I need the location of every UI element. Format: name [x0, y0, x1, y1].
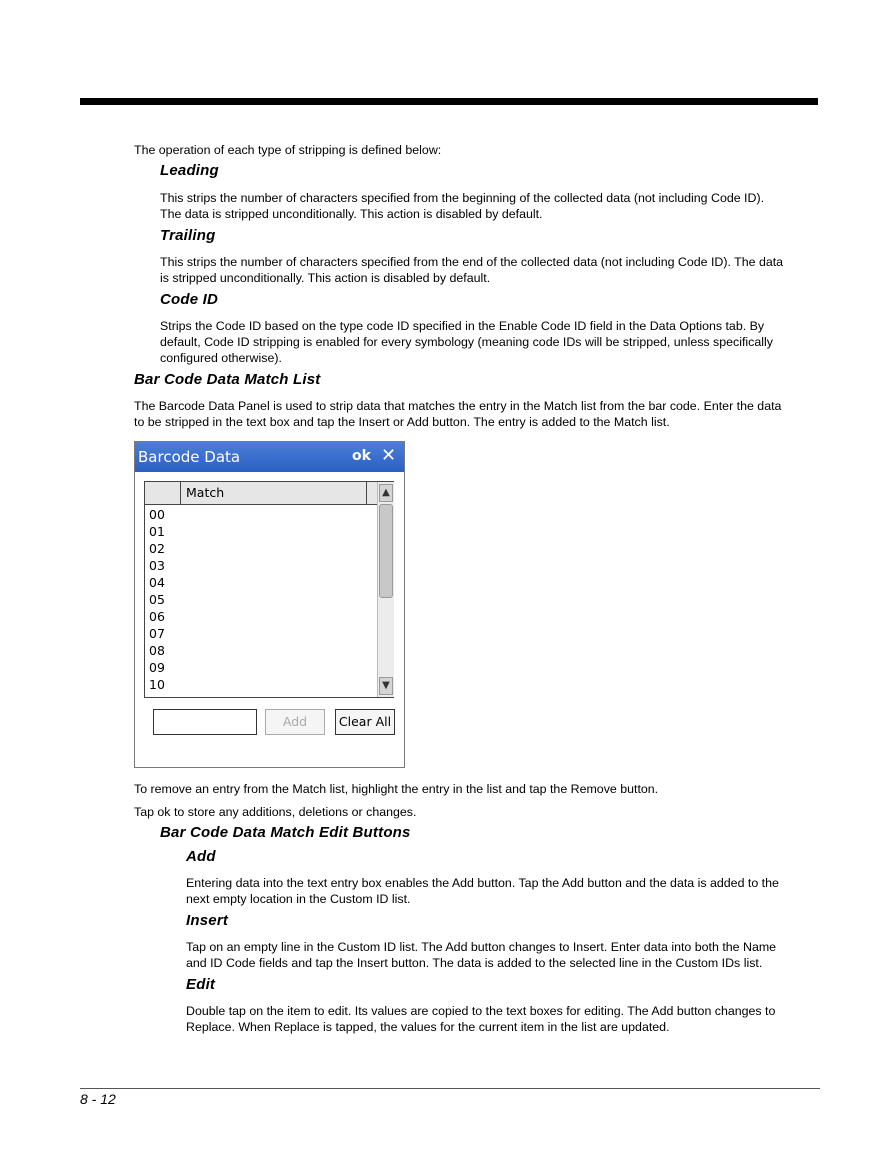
list-item[interactable]: 00: [149, 507, 165, 522]
list-item[interactable]: 05: [149, 592, 165, 607]
scroll-down-icon[interactable]: ▼: [379, 677, 393, 695]
dialog-title-bar: [135, 442, 404, 472]
list-header-match[interactable]: [181, 482, 367, 505]
codeid-heading: Code ID: [160, 291, 219, 308]
list-header-blank: [145, 482, 181, 505]
codeid-line-3: configured otherwise).: [160, 351, 282, 365]
vertical-scrollbar[interactable]: [377, 482, 394, 697]
barcode-data-dialog: [134, 441, 405, 768]
edit-line-1: Double tap on the item to edit. Its values are copied to the text boxes for editing. The Add button changes to: [186, 1004, 776, 1018]
dialog-title: Barcode Data: [138, 448, 241, 466]
close-icon[interactable]: ✕: [381, 445, 397, 466]
page-number: 8 - 12: [80, 1091, 116, 1107]
list-item[interactable]: 01: [149, 524, 165, 539]
list-item[interactable]: 08: [149, 643, 165, 658]
list-header-label: Match: [186, 485, 225, 500]
ok-button[interactable]: ok: [352, 448, 371, 464]
header-rule: [80, 98, 818, 105]
add-button[interactable]: Add: [265, 709, 325, 735]
clear-all-button[interactable]: Clear All: [335, 709, 395, 735]
list-item[interactable]: 04: [149, 575, 165, 590]
trailing-heading: Trailing: [160, 227, 216, 244]
list-item[interactable]: 02: [149, 541, 165, 556]
leading-line-1: This strips the number of characters specified from the beginning of the collected data (not including Code ID).: [160, 191, 765, 205]
insert-line-2: and ID Code fields and tap the Insert button. The data is added to the selected line in the Custom IDs list.: [186, 956, 763, 970]
codeid-line-1: Strips the Code ID based on the type code ID specified in the Enable Code ID field in the Data Options tab. By: [160, 319, 765, 333]
scroll-up-icon[interactable]: ▲: [379, 484, 393, 502]
scroll-thumb[interactable]: [379, 504, 393, 598]
insert-heading: Insert: [186, 912, 229, 929]
list-item[interactable]: 06: [149, 609, 165, 624]
footer-rule: [80, 1088, 820, 1089]
ok-text: Tap ok to store any additions, deletions or changes.: [134, 805, 417, 819]
match-list[interactable]: [144, 481, 394, 698]
edit-line-2: Replace. When Replace is tapped, the values for the current item in the list are updated.: [186, 1020, 670, 1034]
trailing-line-2: is stripped unconditionally. This action is disabled by default.: [160, 271, 491, 285]
edit-buttons-heading: Bar Code Data Match Edit Buttons: [160, 824, 411, 841]
add-line-2: next empty location in the Custom ID list.: [186, 892, 411, 906]
edit-heading: Edit: [186, 976, 216, 993]
leading-heading: Leading: [160, 162, 219, 179]
add-line-1: Entering data into the text entry box enables the Add button. Tap the Add button and the data is added to the: [186, 876, 779, 890]
list-item[interactable]: 10: [149, 677, 165, 692]
list-item[interactable]: 09: [149, 660, 165, 675]
list-item[interactable]: 03: [149, 558, 165, 573]
list-rows: [149, 506, 165, 693]
trailing-line-1: This strips the number of characters specified from the end of the collected data (not including Code ID). The data: [160, 255, 784, 269]
leading-line-2: The data is stripped unconditionally. This action is disabled by default.: [160, 207, 543, 221]
insert-line-1: Tap on an empty line in the Custom ID list. The Add button changes to Insert. Enter data into both the Name: [186, 940, 777, 954]
matchlist-line-1: The Barcode Data Panel is used to strip data that matches the entry in the Match list from the bar code. Enter the data: [134, 399, 782, 413]
intro-text: The operation of each type of stripping is defined below:: [134, 143, 442, 157]
list-header-end: [367, 482, 377, 505]
list-item[interactable]: 07: [149, 626, 165, 641]
codeid-line-2: default, Code ID stripping is enabled for every symbology (meaning code IDs will be stripped, unless specifically: [160, 335, 773, 349]
add-heading: Add: [186, 848, 216, 865]
matchlist-line-2: to be stripped in the text box and tap the Insert or Add button. The entry is added to the Match list.: [134, 415, 670, 429]
matchlist-heading: Bar Code Data Match List: [134, 371, 321, 388]
match-text-input[interactable]: [153, 709, 257, 735]
remove-text: To remove an entry from the Match list, highlight the entry in the list and tap the Remove button.: [134, 782, 659, 796]
